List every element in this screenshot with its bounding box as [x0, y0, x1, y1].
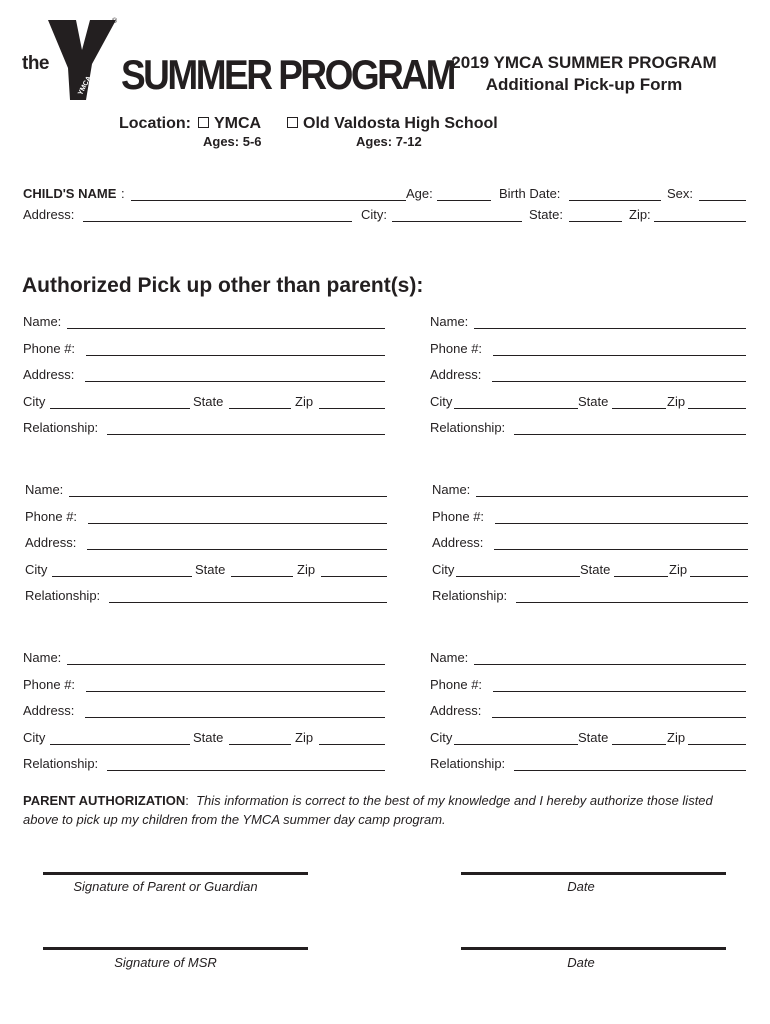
pickup-name-label: Name: — [432, 482, 471, 497]
pickup-name-label: Name: — [23, 650, 62, 665]
pickup-city-field[interactable] — [52, 576, 192, 577]
location-option-label: Old Valdosta High School — [303, 115, 498, 132]
location-ages: Ages: 5-6 — [203, 134, 262, 149]
parent-authorization-text: This information is correct to the best of my knowledge and I hereby authorize those listed above to pick up my children from the YMCA summer day camp program. — [23, 793, 713, 827]
pickup-address-field[interactable] — [85, 717, 385, 718]
pickup-zip-label: Zip — [295, 393, 314, 409]
state-field[interactable] — [569, 221, 622, 222]
pickup-relationship-label: Relationship: — [430, 420, 506, 435]
pickup-zip-label: Zip — [669, 561, 688, 577]
location-label: Location: — [119, 115, 191, 132]
pickup-phone-field[interactable] — [88, 523, 387, 524]
pickup-city-label: City — [432, 561, 455, 577]
pickup-relationship-field[interactable] — [514, 434, 746, 435]
pickup-name-field[interactable] — [67, 328, 385, 329]
pickup-zip-label: Zip — [667, 729, 686, 745]
pickup-name-field[interactable] — [67, 664, 385, 665]
pickup-state-field[interactable] — [231, 576, 293, 577]
pickup-address-label: Address: — [23, 703, 75, 718]
pickup-address-field[interactable] — [492, 717, 746, 718]
pickup-relationship-label: Relationship: — [25, 588, 101, 603]
zip-field[interactable] — [654, 221, 746, 222]
sex-label: Sex: — [667, 186, 694, 201]
logo-the-text: the — [22, 53, 49, 74]
pickup-state-field[interactable] — [612, 408, 666, 409]
age-label: Age: — [406, 186, 433, 201]
pickup-relationship-field[interactable] — [107, 434, 385, 435]
pickup-address-label: Address: — [430, 367, 482, 382]
msr-date-line[interactable] — [461, 947, 726, 950]
pickup-zip-field[interactable] — [690, 576, 748, 577]
pickup-state-label: State — [193, 393, 224, 409]
location-option-label: YMCA — [214, 115, 262, 132]
parent-signature-line[interactable] — [43, 872, 308, 875]
address-field[interactable] — [83, 221, 352, 222]
pickup-relationship-label: Relationship: — [23, 756, 99, 771]
age-field[interactable] — [437, 200, 491, 201]
pickup-zip-label: Zip — [295, 729, 314, 745]
state-label: State: — [529, 207, 563, 222]
birth-date-field[interactable] — [569, 200, 661, 201]
parent-date-line[interactable] — [461, 872, 726, 875]
pickup-address-label: Address: — [23, 367, 75, 382]
pickup-zip-field[interactable] — [688, 408, 746, 409]
pickup-phone-label: Phone #: — [23, 340, 76, 356]
pickup-name-field[interactable] — [474, 664, 746, 665]
pickup-name-field[interactable] — [476, 496, 748, 497]
pickup-city-field[interactable] — [454, 744, 578, 745]
pickup-city-label: City — [23, 729, 46, 745]
pickup-zip-label: Zip — [667, 393, 686, 409]
pickup-relationship-label: Relationship: — [430, 756, 506, 771]
logo-ymca-mark: YMCA — [77, 75, 94, 97]
childs-name-field[interactable] — [131, 200, 406, 201]
form-title: 2019 YMCA SUMMER PROGRAM — [451, 53, 717, 72]
form-subtitle: Additional Pick-up Form — [485, 75, 683, 94]
pickup-zip-label: Zip — [297, 561, 316, 577]
pickup-state-label: State — [578, 729, 609, 745]
pickup-address-field[interactable] — [85, 381, 385, 382]
checkbox-icon[interactable] — [198, 117, 209, 128]
pickup-state-field[interactable] — [612, 744, 666, 745]
pickup-phone-label: Phone #: — [430, 340, 483, 356]
location-ages: Ages: 7-12 — [356, 134, 422, 149]
pickup-phone-field[interactable] — [493, 691, 746, 692]
pickup-name-label: Name: — [23, 314, 62, 329]
pickup-phone-field[interactable] — [493, 355, 746, 356]
pickup-city-field[interactable] — [456, 576, 580, 577]
address-label: Address: — [23, 207, 75, 222]
pickup-address-field[interactable] — [494, 549, 748, 550]
pickup-city-field[interactable] — [50, 744, 190, 745]
pickup-relationship-field[interactable] — [107, 770, 385, 771]
pickup-state-label: State — [193, 729, 224, 745]
pickup-address-label: Address: — [25, 535, 77, 550]
childs-name-label: CHILD'S NAME — [23, 186, 117, 201]
pickup-phone-label: Phone #: — [432, 508, 485, 524]
pickup-city-field[interactable] — [50, 408, 190, 409]
pickup-name-label: Name: — [430, 650, 469, 665]
pickup-address-field[interactable] — [492, 381, 746, 382]
pickup-address-field[interactable] — [87, 549, 387, 550]
pickup-zip-field[interactable] — [319, 744, 385, 745]
ymca-y-logo-icon — [46, 20, 116, 100]
birth-date-label: Birth Date: — [499, 186, 561, 201]
pickup-city-label: City — [430, 729, 453, 745]
pickup-phone-label: Phone #: — [25, 508, 78, 524]
city-label: City: — [361, 207, 387, 222]
location-option-ymca[interactable] — [198, 115, 261, 133]
pickup-name-label: Name: — [430, 314, 469, 329]
pickup-zip-field[interactable] — [688, 744, 746, 745]
parent-signature-caption: Signature of Parent or Guardian — [73, 879, 258, 894]
pickup-phone-field[interactable] — [86, 691, 385, 692]
pickup-state-field[interactable] — [229, 744, 291, 745]
checkbox-icon[interactable] — [287, 117, 298, 128]
pickup-name-label: Name: — [25, 482, 64, 497]
pickup-relationship-label: Relationship: — [23, 420, 99, 435]
pickup-phone-label: Phone #: — [23, 676, 76, 692]
parent-authorization — [23, 791, 748, 829]
pickup-zip-field[interactable] — [319, 408, 385, 409]
logo-summer-program: SUMMER PROGRAM — [121, 52, 454, 98]
msr-signature-line[interactable] — [43, 947, 308, 950]
pickup-relationship-field[interactable] — [516, 602, 748, 603]
pickup-city-label: City — [430, 393, 453, 409]
label-colon: : — [121, 186, 125, 201]
pickup-phone-field[interactable] — [86, 355, 385, 356]
zip-label: Zip: — [629, 207, 651, 222]
sex-field[interactable] — [699, 200, 746, 201]
msr-signature-caption: Signature of MSR — [114, 955, 217, 970]
pickup-zip-field[interactable] — [321, 576, 387, 577]
location-option-old-valdosta[interactable] — [287, 115, 498, 133]
pickup-state-field[interactable] — [229, 408, 291, 409]
pickup-relationship-field[interactable] — [514, 770, 746, 771]
pickup-address-label: Address: — [430, 703, 482, 718]
pickup-name-field[interactable] — [474, 328, 746, 329]
pickup-address-label: Address: — [432, 535, 484, 550]
city-field[interactable] — [392, 221, 522, 222]
pickup-city-label: City — [25, 561, 48, 577]
parent-date-caption: Date — [567, 879, 595, 894]
pickup-state-field[interactable] — [614, 576, 668, 577]
parent-authorization-label: PARENT AUTHORIZATION — [23, 793, 186, 808]
pickup-relationship-field[interactable] — [109, 602, 387, 603]
pickup-phone-field[interactable] — [495, 523, 748, 524]
label-colon: : — [185, 793, 189, 808]
logo-registered-mark: ® — [112, 18, 118, 25]
pickup-city-label: City — [23, 393, 46, 409]
pickup-state-label: State — [195, 561, 226, 577]
pickup-state-label: State — [580, 561, 611, 577]
pickup-name-field[interactable] — [69, 496, 387, 497]
msr-date-caption: Date — [567, 955, 595, 970]
pickup-relationship-label: Relationship: — [432, 588, 508, 603]
pickup-city-field[interactable] — [454, 408, 578, 409]
authorized-pickup-heading: Authorized Pick up other than parent(s): — [22, 274, 424, 297]
pickup-phone-label: Phone #: — [430, 676, 483, 692]
pickup-state-label: State — [578, 393, 609, 409]
